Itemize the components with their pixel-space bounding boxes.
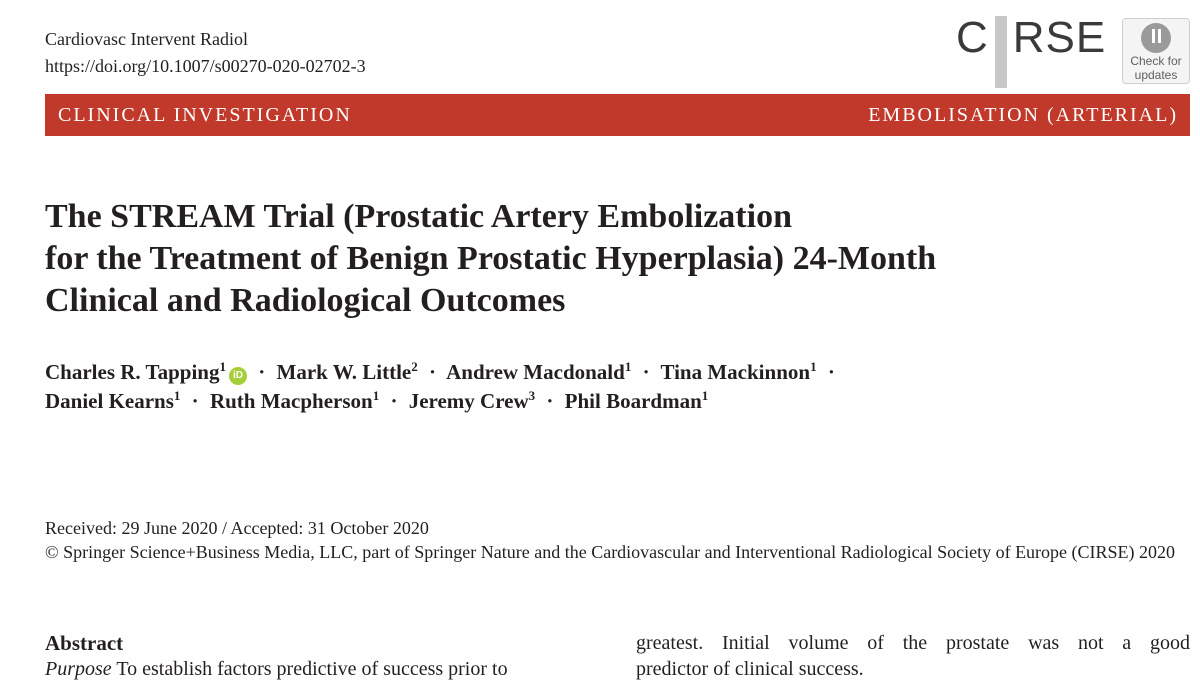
title-line: Clinical and Radiological Outcomes	[45, 282, 566, 319]
abstract-word: volume	[788, 632, 849, 654]
author-affiliation: 1	[173, 388, 181, 403]
author-separator: ·	[429, 360, 437, 384]
category-banner	[45, 94, 1190, 136]
check-for-updates-label-1: Check for	[1130, 54, 1182, 68]
title-line: The STREAM Trial (Prostatic Artery Embolization	[45, 198, 792, 235]
cirse-logo	[956, 8, 1107, 86]
author-list	[45, 358, 1145, 416]
author-name[interactable]: Jeremy Crew	[408, 389, 529, 413]
author-affiliation: 1	[624, 359, 632, 374]
author-separator: ·	[827, 360, 835, 384]
author-separator: ·	[390, 389, 398, 413]
author-affiliation: 1	[810, 359, 817, 374]
author-separator: ·	[546, 389, 554, 413]
author-name[interactable]: Phil Boardman	[564, 389, 702, 413]
check-for-updates-label-2: updates	[1134, 68, 1178, 82]
author-affiliation: 1	[219, 359, 226, 374]
author-name[interactable]: Daniel Kearns	[45, 389, 174, 413]
banner-left-label: CLINICAL INVESTIGATION	[58, 103, 352, 126]
abstract-word: not	[1077, 632, 1104, 654]
author-affiliation: 2	[411, 359, 418, 374]
abstract-heading: Abstract	[45, 631, 124, 655]
abstract-word: Initial	[721, 632, 770, 654]
logo-bar	[995, 16, 1007, 88]
abstract-word: was	[1028, 632, 1060, 654]
abstract-right-line-2: predictor of clinical success.	[636, 658, 864, 680]
orcid-icon[interactable]: iD	[229, 367, 247, 385]
abstract-right-column	[636, 630, 1190, 682]
check-for-updates-button[interactable]	[1122, 18, 1190, 84]
author-name[interactable]: Andrew Macdonald	[446, 360, 625, 384]
abstract-word: a	[1122, 632, 1132, 654]
author-name[interactable]: Mark W. Little	[276, 360, 412, 384]
abstract-word: prostate	[945, 632, 1010, 654]
author-separator: ·	[642, 360, 650, 384]
author-separator: ·	[258, 360, 266, 384]
received-accepted-dates: Received: 29 June 2020 / Accepted: 31 October 2020	[45, 518, 429, 538]
author-affiliation: 1	[701, 388, 709, 403]
banner-right-label: EMBOLISATION (ARTERIAL)	[868, 103, 1178, 126]
author-name[interactable]: Ruth Macpherson	[209, 389, 373, 413]
abstract-word: good	[1149, 632, 1190, 654]
author-affiliation: 3	[528, 388, 536, 403]
journal-name: Cardiovasc Intervent Radiol	[45, 29, 248, 49]
doi-link[interactable]: https://doi.org/10.1007/s00270-020-02702-3	[45, 56, 366, 76]
logo-letters-rse: RSE	[1012, 13, 1107, 62]
logo-letter-c: C	[956, 13, 989, 62]
author-name[interactable]: Tina Mackinnon	[660, 360, 811, 384]
abstract-left-column	[45, 656, 600, 682]
abstract-purpose-label: Purpose	[45, 658, 112, 680]
copyright-notice: © Springer Science+Business Media, LLC, part of Springer Nature and the Cardiovascular and Interventional Radiological Society of Europe (CIRSE) 2020	[45, 542, 1176, 562]
title-line: for the Treatment of Benign Prostatic Hyperplasia) 24-Month	[45, 240, 937, 277]
abstract-word: the	[902, 632, 928, 654]
author-affiliation: 1	[372, 388, 380, 403]
author-separator: ·	[191, 389, 199, 413]
abstract-right-line-1	[636, 630, 1190, 656]
author-name[interactable]: Charles R. Tapping	[45, 360, 220, 384]
abstract-word: greatest.	[636, 632, 704, 654]
article-title	[45, 196, 1145, 322]
abstract-purpose-text: To establish factors predictive of success prior to	[116, 658, 508, 680]
abstract-word: of	[867, 632, 884, 654]
bookmark-icon	[1141, 23, 1171, 53]
